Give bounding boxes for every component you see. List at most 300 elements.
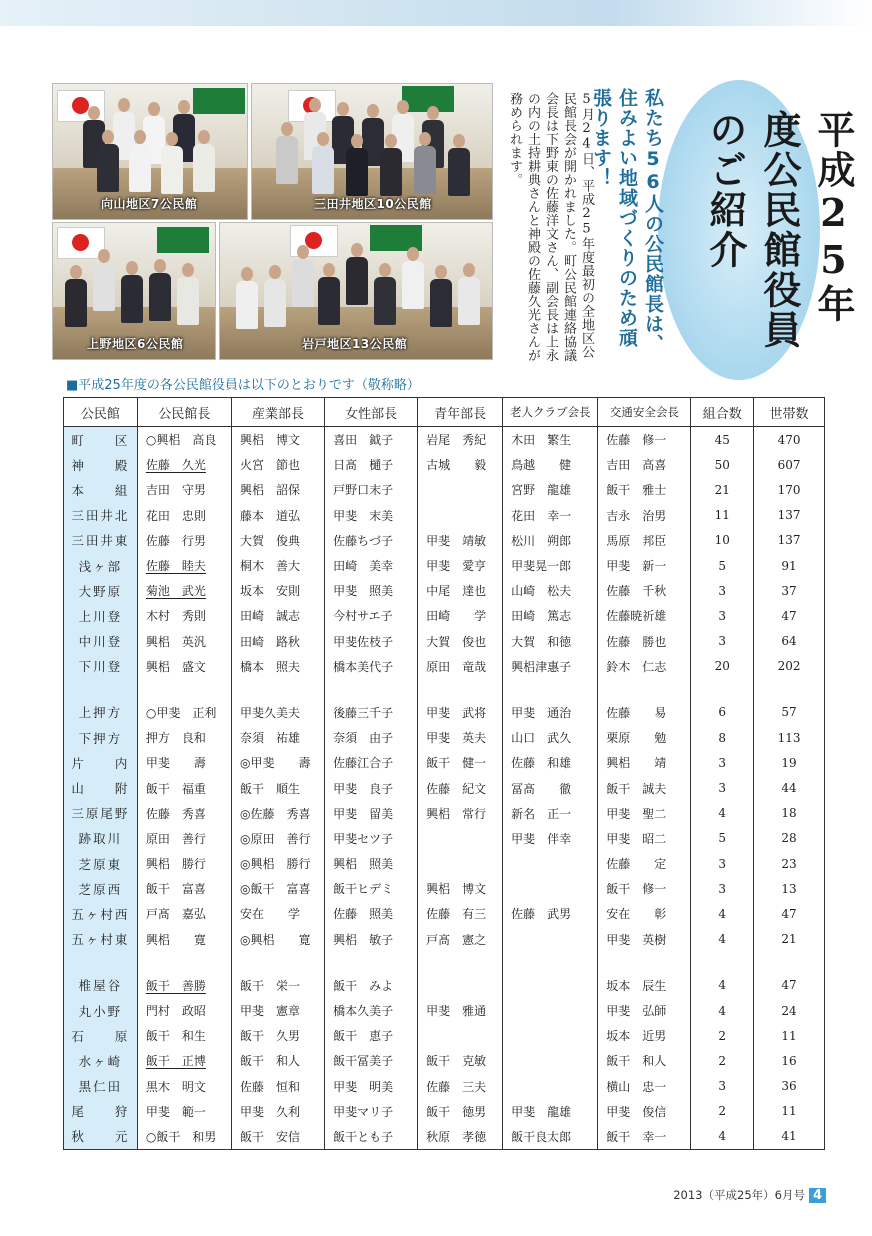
officer-cell — [418, 826, 503, 851]
spacer-cell — [503, 679, 598, 700]
spacer-cell — [691, 952, 754, 973]
officer-cell: 奈須 祐雄 — [231, 725, 324, 750]
table-row — [64, 528, 825, 553]
officer-cell — [503, 851, 598, 876]
table-row — [64, 629, 825, 654]
officer-cell: 飯干 和人 — [231, 1048, 324, 1073]
col-header: 老人クラブ会長 — [503, 398, 598, 427]
officer-cell: 松川 朔郎 — [503, 528, 598, 553]
officer-cell: 坂本 辰生 — [598, 973, 691, 998]
officer-cell: 鳥越 健 — [503, 452, 598, 477]
officer-cell: 甲斐 留美 — [325, 801, 418, 826]
officer-cell: 興梠津惠子 — [503, 654, 598, 679]
officer-cell: 田崎 路秋 — [231, 629, 324, 654]
count-cell: 47 — [754, 973, 825, 998]
officer-cell: 飯干 幸一 — [598, 1124, 691, 1150]
chair-underlined-name: 菊池 武光 — [145, 584, 206, 599]
count-cell: 3 — [691, 578, 754, 603]
officer-cell: 門村 政昭 — [137, 998, 231, 1023]
officer-cell: 甲斐 末美 — [325, 503, 418, 528]
count-cell: 4 — [691, 927, 754, 952]
count-cell: 3 — [691, 851, 754, 876]
officer-cell: 興梠 盛文 — [137, 654, 231, 679]
officer-cell: 後藤三千子 — [325, 700, 418, 725]
officer-cell: 佐藤 有三 — [418, 901, 503, 926]
officer-cell — [503, 973, 598, 998]
count-cell: 11 — [691, 503, 754, 528]
spacer-cell — [503, 952, 598, 973]
count-cell: 41 — [754, 1124, 825, 1150]
spacer-cell — [325, 952, 418, 973]
officer-cell: 興梠 寛 — [137, 927, 231, 952]
officer-cell: 佐藤ちづ子 — [325, 528, 418, 553]
officer-cell: 甲斐 久利 — [231, 1099, 324, 1124]
area-name-cell: 椎屋谷 — [64, 973, 138, 998]
officer-cell: 飯干 富喜 — [137, 876, 231, 901]
spacer-cell — [598, 679, 691, 700]
officer-cell: 甲斐久美夫 — [231, 700, 324, 725]
officer-cell: 佐藤 三夫 — [418, 1074, 503, 1099]
officer-cell: 佐藤 秀喜 — [137, 801, 231, 826]
officer-cell: 吉田 守男 — [137, 477, 231, 502]
area-name-cell: 水ヶ崎 — [64, 1048, 138, 1073]
officer-cell: ◎原田 善行 — [231, 826, 324, 851]
officer-cell: 新名 正一 — [503, 801, 598, 826]
count-cell: 2 — [691, 1099, 754, 1124]
officer-cell: ◎興梠 寛 — [231, 927, 324, 952]
count-cell: 37 — [754, 578, 825, 603]
count-cell: 13 — [754, 876, 825, 901]
count-cell: 3 — [691, 750, 754, 775]
officer-cell: 奈須 由子 — [325, 725, 418, 750]
photo-caption: 岩戸地区13公民館 — [302, 337, 408, 351]
officer-cell: 橋本 照夫 — [231, 654, 324, 679]
count-cell: 57 — [754, 700, 825, 725]
officer-cell: 甲斐 照美 — [325, 578, 418, 603]
table-row — [64, 826, 825, 851]
area-name-cell: 浅ヶ部 — [64, 553, 138, 578]
count-cell: 28 — [754, 826, 825, 851]
officer-cell: 桐木 善大 — [231, 553, 324, 578]
count-cell: 470 — [754, 427, 825, 453]
count-cell: 113 — [754, 725, 825, 750]
count-cell: 10 — [691, 528, 754, 553]
officer-cell: 馬原 邦臣 — [598, 528, 691, 553]
col-header: 青年部長 — [418, 398, 503, 427]
officer-cell: 佐藤 修一 — [598, 427, 691, 453]
officer-cell: 花田 忠則 — [137, 503, 231, 528]
photo-caption: 上野地区6公民館 — [87, 337, 184, 351]
officer-cell: 田崎 篤志 — [503, 603, 598, 628]
officer-cell: 飯干冨美子 — [325, 1048, 418, 1073]
page-title: 平成25年度公民館役員のご紹介 — [703, 110, 856, 350]
officer-cell: 甲斐 昭二 — [598, 826, 691, 851]
col-header: 公民館 — [64, 398, 138, 427]
table-row — [64, 851, 825, 876]
table-row — [64, 654, 825, 679]
count-cell: 36 — [754, 1074, 825, 1099]
officer-cell: 大賀 俊也 — [418, 629, 503, 654]
count-cell: 21 — [691, 477, 754, 502]
photo-ueno — [52, 222, 216, 360]
count-cell: 2 — [691, 1023, 754, 1048]
officer-cell: 飯干良太郎 — [503, 1124, 598, 1150]
officer-cell — [137, 578, 231, 603]
spacer-cell — [137, 679, 231, 700]
page-subtitle: 私たち56人の公民館長は、住みよい地域づくりのため頑張ります！ — [590, 88, 664, 354]
officer-cell: 木田 繁生 — [503, 427, 598, 453]
officer-cell: 花田 幸一 — [503, 503, 598, 528]
count-cell: 19 — [754, 750, 825, 775]
col-header: 産業部長 — [231, 398, 324, 427]
officer-cell: 原田 竜哉 — [418, 654, 503, 679]
intro-text: 5月24日、平成25年度最初の全地区公民館長会が開かれました。町公民館連絡協議会長は下野東の佐藤洋文さん、副会長は上永の内の土持耕典さんと神殿の佐藤久光さんが務められます。 — [507, 92, 594, 362]
officer-cell: ◎佐藤 秀喜 — [231, 801, 324, 826]
spacer-cell — [418, 679, 503, 700]
photo-mitai — [251, 83, 493, 220]
officer-cell: ◎興梠 勝行 — [231, 851, 324, 876]
chair-underlined-name: 飯干 正博 — [145, 1054, 206, 1069]
officer-cell: 甲斐 英夫 — [418, 725, 503, 750]
officer-cell: 黒木 明文 — [137, 1074, 231, 1099]
count-cell: 3 — [691, 603, 754, 628]
officer-cell: 興梠 博文 — [418, 876, 503, 901]
table-row — [64, 603, 825, 628]
officer-cell: 中尾 達也 — [418, 578, 503, 603]
count-cell: 44 — [754, 775, 825, 800]
count-cell: 3 — [691, 775, 754, 800]
count-cell: 3 — [691, 876, 754, 901]
area-name-cell: 町 区 — [64, 427, 138, 453]
officer-cell: 甲斐 通治 — [503, 700, 598, 725]
col-header: 組合数 — [691, 398, 754, 427]
officer-cell — [418, 503, 503, 528]
area-name-cell: 山 附 — [64, 775, 138, 800]
officer-cell: 佐藤 照美 — [325, 901, 418, 926]
area-name-cell: 黒仁田 — [64, 1074, 138, 1099]
count-cell: 607 — [754, 452, 825, 477]
officer-cell: 佐藤 勝也 — [598, 629, 691, 654]
officer-cell: 戸髙 憲之 — [418, 927, 503, 952]
officer-cell: 甲斐晃一郎 — [503, 553, 598, 578]
officer-cell: 飯干 栄一 — [231, 973, 324, 998]
officer-cell: 甲斐 聖二 — [598, 801, 691, 826]
count-cell: 170 — [754, 477, 825, 502]
officer-cell: 佐藤 定 — [598, 851, 691, 876]
table-header-row — [64, 398, 825, 427]
officer-cell: 飯干 安信 — [231, 1124, 324, 1150]
officer-cell: 甲斐 伴幸 — [503, 826, 598, 851]
officer-cell: 戸髙 嘉弘 — [137, 901, 231, 926]
col-header: 交通安全会長 — [598, 398, 691, 427]
officer-cell: 甲斐 明美 — [325, 1074, 418, 1099]
officer-cell: 佐藤 和雄 — [503, 750, 598, 775]
officer-cell: 飯干 恵子 — [325, 1023, 418, 1048]
officer-cell: ◎飯干 富喜 — [231, 876, 324, 901]
spacer-cell — [231, 679, 324, 700]
officer-cell: 甲斐 壽 — [137, 750, 231, 775]
officer-cell: 秋原 孝徳 — [418, 1124, 503, 1150]
officer-cell: ○飯干 和男 — [137, 1124, 231, 1150]
officer-cell: 佐藤 千秋 — [598, 578, 691, 603]
count-cell: 47 — [754, 901, 825, 926]
count-cell: 4 — [691, 801, 754, 826]
officer-cell: 藤本 道弘 — [231, 503, 324, 528]
table-row — [64, 1048, 825, 1073]
spacer-cell — [754, 952, 825, 973]
count-cell: 50 — [691, 452, 754, 477]
area-name-cell: 三原尾野 — [64, 801, 138, 826]
officer-cell: 坂本 安則 — [231, 578, 324, 603]
officer-cell: 飯干 健一 — [418, 750, 503, 775]
table-row — [64, 1023, 825, 1048]
area-name-cell: 五ヶ村東 — [64, 927, 138, 952]
table-row — [64, 1124, 825, 1150]
officer-cell: 甲斐 武将 — [418, 700, 503, 725]
count-cell: 137 — [754, 528, 825, 553]
officer-cell: 飯干 和生 — [137, 1023, 231, 1048]
table-row — [64, 775, 825, 800]
chair-underlined-name: 佐藤 久光 — [145, 458, 206, 473]
area-name-cell: 五ヶ村西 — [64, 901, 138, 926]
officer-cell: 飯干 順生 — [231, 775, 324, 800]
count-cell: 2 — [691, 1048, 754, 1073]
count-cell: 91 — [754, 553, 825, 578]
photo-caption: 向山地区7公民館 — [101, 197, 198, 211]
officer-cell: 佐藤江合子 — [325, 750, 418, 775]
count-cell: 5 — [691, 826, 754, 851]
officer-cell: 田崎 学 — [418, 603, 503, 628]
area-name-cell: 下川登 — [64, 654, 138, 679]
officer-cell: 飯干 福重 — [137, 775, 231, 800]
officer-cell: 興梠 靖 — [598, 750, 691, 775]
officer-cell: 飯干 誠夫 — [598, 775, 691, 800]
count-cell: 64 — [754, 629, 825, 654]
officer-cell: 興梠 常行 — [418, 801, 503, 826]
officer-cell: 田崎 誠志 — [231, 603, 324, 628]
officer-cell: 冨髙 徹 — [503, 775, 598, 800]
officer-cell: 原田 善行 — [137, 826, 231, 851]
officer-cell: 甲斐 雅通 — [418, 998, 503, 1023]
table-row — [64, 998, 825, 1023]
table-row — [64, 578, 825, 603]
officer-cell: ◎甲斐 壽 — [231, 750, 324, 775]
spacer-cell — [325, 679, 418, 700]
officer-cell: 甲斐マリ子 — [325, 1099, 418, 1124]
officer-cell: 飯干 徳男 — [418, 1099, 503, 1124]
count-cell: 6 — [691, 700, 754, 725]
table-row — [64, 725, 825, 750]
count-cell: 23 — [754, 851, 825, 876]
officer-cell — [418, 973, 503, 998]
officer-cell — [503, 1048, 598, 1073]
officer-cell: 橋本久美子 — [325, 998, 418, 1023]
table-row — [64, 750, 825, 775]
area-name-cell: 芝原西 — [64, 876, 138, 901]
officer-cell — [503, 998, 598, 1023]
spacer-cell — [64, 952, 138, 973]
officer-cell: 鈴木 仁志 — [598, 654, 691, 679]
officer-cell: 山口 武久 — [503, 725, 598, 750]
officer-cell: 甲斐 憲章 — [231, 998, 324, 1023]
chair-underlined-name: 佐藤 睦夫 — [145, 559, 206, 574]
officer-cell: 佐藤暁祈雄 — [598, 603, 691, 628]
officer-cell: 坂本 近男 — [598, 1023, 691, 1048]
area-name-cell: 上押方 — [64, 700, 138, 725]
officer-cell: 喜田 鉞子 — [325, 427, 418, 453]
officer-cell: 甲斐 英樹 — [598, 927, 691, 952]
area-name-cell: 大野原 — [64, 578, 138, 603]
area-name-cell: 石 原 — [64, 1023, 138, 1048]
table-row — [64, 801, 825, 826]
officer-cell: 佐藤 行男 — [137, 528, 231, 553]
officer-cell — [503, 876, 598, 901]
spacer-cell — [137, 952, 231, 973]
count-cell: 8 — [691, 725, 754, 750]
officer-cell — [503, 1023, 598, 1048]
officer-cell: 吉田 高喜 — [598, 452, 691, 477]
count-cell: 21 — [754, 927, 825, 952]
officer-cell: ○甲斐 正利 — [137, 700, 231, 725]
area-name-cell: 上川登 — [64, 603, 138, 628]
count-cell: 4 — [691, 1124, 754, 1150]
chair-underlined-name: 飯干 善勝 — [145, 978, 206, 993]
table-row — [64, 503, 825, 528]
spacer-cell — [691, 679, 754, 700]
officer-cell: ○興梠 高良 — [137, 427, 231, 453]
count-cell: 137 — [754, 503, 825, 528]
officer-cell: 佐藤 紀文 — [418, 775, 503, 800]
area-name-cell: 三田井北 — [64, 503, 138, 528]
count-cell: 16 — [754, 1048, 825, 1073]
officer-cell: 山崎 松夫 — [503, 578, 598, 603]
issue-label: 2013（平成25年）6月号 — [673, 1188, 805, 1202]
officer-cell: 甲斐 愛亨 — [418, 553, 503, 578]
count-cell: 3 — [691, 629, 754, 654]
count-cell: 45 — [691, 427, 754, 453]
count-cell: 202 — [754, 654, 825, 679]
table-row — [64, 927, 825, 952]
officer-cell: 興梠 博文 — [231, 427, 324, 453]
header-band — [0, 0, 872, 26]
count-cell: 4 — [691, 901, 754, 926]
officer-cell: 甲斐セツ子 — [325, 826, 418, 851]
officer-cell — [418, 851, 503, 876]
officer-cell — [418, 1023, 503, 1048]
area-name-cell: 三田井東 — [64, 528, 138, 553]
area-name-cell: 尾 狩 — [64, 1099, 138, 1124]
spacer-cell — [598, 952, 691, 973]
table-row — [64, 700, 825, 725]
table-title: ■平成25年度の各公民館役員は以下のとおりです（敬称略） — [66, 378, 420, 393]
officer-cell: 飯干 久男 — [231, 1023, 324, 1048]
officer-cell: 横山 忠一 — [598, 1074, 691, 1099]
officer-cell: 佐藤 易 — [598, 700, 691, 725]
officer-cell: 飯干とも子 — [325, 1124, 418, 1150]
officer-cell: 佐藤 恒和 — [231, 1074, 324, 1099]
table-row — [64, 1074, 825, 1099]
officer-cell: 橋本美代子 — [325, 654, 418, 679]
table-row — [64, 973, 825, 998]
col-header: 世帯数 — [754, 398, 825, 427]
count-cell: 20 — [691, 654, 754, 679]
spacer-cell — [231, 952, 324, 973]
area-name-cell: 秋 元 — [64, 1124, 138, 1150]
area-name-cell: 丸小野 — [64, 998, 138, 1023]
officer-cell: 甲斐 靖敏 — [418, 528, 503, 553]
page-footer — [673, 1187, 826, 1203]
officer-cell: 甲斐佐枝子 — [325, 629, 418, 654]
count-cell: 11 — [754, 1023, 825, 1048]
officer-cell: 興梠 英汎 — [137, 629, 231, 654]
officer-cell: 栗原 勉 — [598, 725, 691, 750]
officer-cell: 興梠 勝行 — [137, 851, 231, 876]
officer-cell: 飯干 和人 — [598, 1048, 691, 1073]
area-name-cell: 下押方 — [64, 725, 138, 750]
officer-cell: 今村サエ子 — [325, 603, 418, 628]
count-cell: 24 — [754, 998, 825, 1023]
page-number: 4 — [809, 1188, 826, 1203]
area-name-cell: 本 組 — [64, 477, 138, 502]
officer-cell: 古城 毅 — [418, 452, 503, 477]
table-row — [64, 477, 825, 502]
area-name-cell: 芝原東 — [64, 851, 138, 876]
officer-cell: 甲斐 良子 — [325, 775, 418, 800]
count-cell: 3 — [691, 1074, 754, 1099]
count-cell: 47 — [754, 603, 825, 628]
spacer-cell — [754, 679, 825, 700]
officer-cell: 甲斐 俊信 — [598, 1099, 691, 1124]
officer-cell: 甲斐 弘師 — [598, 998, 691, 1023]
officer-cell: 戸野口末子 — [325, 477, 418, 502]
officer-cell: 大賀 俊典 — [231, 528, 324, 553]
officer-cell: 興梠 敏子 — [325, 927, 418, 952]
officer-cell: 岩尾 秀紀 — [418, 427, 503, 453]
spacer-cell — [418, 952, 503, 973]
photo-caption: 三田井地区10公民館 — [314, 197, 432, 211]
officer-cell: 甲斐 龍雄 — [503, 1099, 598, 1124]
officer-cell: 甲斐 範一 — [137, 1099, 231, 1124]
area-name-cell: 神 殿 — [64, 452, 138, 477]
officers-table — [63, 397, 825, 1150]
officer-cell — [137, 553, 231, 578]
officer-cell: 押方 良和 — [137, 725, 231, 750]
table-row — [64, 1099, 825, 1124]
officer-cell: 飯干 雅士 — [598, 477, 691, 502]
photo-iwato — [219, 222, 493, 360]
officer-cell: 安在 学 — [231, 901, 324, 926]
table-row — [64, 427, 825, 453]
officer-cell: 甲斐 新一 — [598, 553, 691, 578]
officer-cell: 飯干 みよ — [325, 973, 418, 998]
officer-cell: 飯干 克敏 — [418, 1048, 503, 1073]
area-name-cell: 片 内 — [64, 750, 138, 775]
officer-cell: 田崎 美幸 — [325, 553, 418, 578]
officer-cell: 飯干 修一 — [598, 876, 691, 901]
photo-mukoyama — [52, 83, 248, 220]
officer-cell — [137, 452, 231, 477]
col-header: 公民館長 — [137, 398, 231, 427]
officer-cell — [137, 973, 231, 998]
officer-cell: 日髙 樋子 — [325, 452, 418, 477]
officer-cell: 大賀 和徳 — [503, 629, 598, 654]
table-row — [64, 876, 825, 901]
count-cell: 5 — [691, 553, 754, 578]
officer-cell: 吉永 治男 — [598, 503, 691, 528]
table-row — [64, 553, 825, 578]
area-name-cell: 跡取川 — [64, 826, 138, 851]
officer-cell: 興梠 詔保 — [231, 477, 324, 502]
